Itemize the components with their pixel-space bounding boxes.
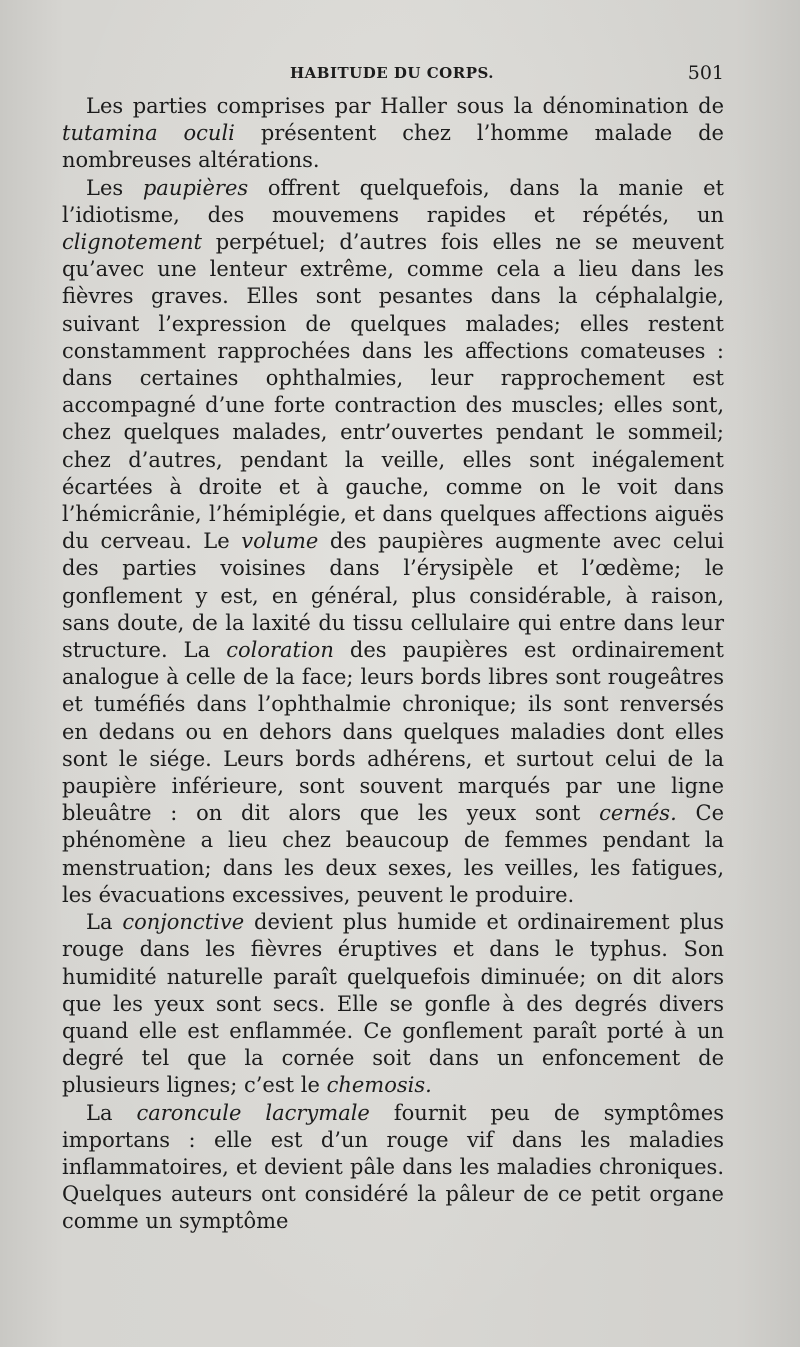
italic-term: tutamina oculi	[62, 121, 235, 146]
paragraph	[62, 909, 724, 1099]
text-run: La	[86, 910, 123, 935]
italic-term: paupières	[142, 175, 249, 200]
text-run: offrent quelquefois, dans la manie et l’idiotisme, des mouvemens rapides et répétés, un	[62, 175, 724, 227]
italic-term: cernés.	[599, 801, 677, 826]
italic-term: caroncule lacrymale	[136, 1100, 370, 1125]
text-run: perpétuel; d’autres fois elles ne se meuvent qu’avec une lenteur extrême, comme cela a lieu dans les fièvres graves. Elles sont pesantes dans la céphalalgie, suivant l’expression de quelques malades; elles restent constamment rapprochées dans les affections comateuses : dans certaines ophthalmies, leur rapprochement est accompagné d’une forte contraction des muscles; elles sont, chez quelques malades, entr’ouvertes pendant le sommeil; chez d’autres, pendant la veille, elles sont inégalement écartées à droite et à gauche, comme on le voit dans l’hémicrânie, l’hémiplégie, et dans quelques affections aiguës du cerveau. Le	[62, 230, 724, 554]
paragraph	[62, 1100, 724, 1236]
italic-term: clignotement	[62, 230, 202, 255]
text-run: des paupières est ordinairement analogue à celle de la face; leurs bords libres sont rougeâtres et tuméfiés dans l’ophthalmie chronique; ils sont renversés en dedans ou en dehors dans quelques maladies dont elles sont le siége. Leurs bords adhérens, et surtout celui de la paupière inférieure, sont souvent marqués par une ligne bleuâtre : on dit alors que les yeux sont	[62, 638, 725, 826]
italic-term: coloration	[226, 638, 334, 663]
italic-term: volume	[241, 529, 319, 554]
text-run: devient plus humide et ordinairement plus rouge dans les fièvres éruptives et dans le typhus. Son humidité naturelle paraît quelquefois diminuée; on dit alors que les yeux sont secs. Elle se gonfle à des degrés divers quand elle est enflammée. Ce gonflement paraît porté à un degré tel que la cornée soit dans un enfoncement de plusieurs lignes; c’est le	[62, 910, 724, 1098]
italic-term: conjonctive	[122, 910, 245, 935]
text-run: Les	[86, 175, 143, 200]
italic-term: chemosis.	[326, 1073, 432, 1098]
text-run: La	[86, 1100, 137, 1125]
paragraph	[62, 175, 724, 909]
text-run: fournit peu de symptômes importans : elle est d’un rouge vif dans les maladies inflammatoires, et devient pâle dans les maladies chroniques. Quelques auteurs ont considéré la pâleur de ce petit organe comme un symptôme	[62, 1100, 724, 1234]
text-run: présentent chez l’homme malade de nombreuses altérations.	[62, 121, 724, 173]
text-run: des paupières augmente avec celui des parties voisines dans l’érysipèle et l’œdème; le gonflement y est, en général, plus considérable, à raison, sans doute, de la laxité du tissu cellulaire qui entre dans leur structure. La	[62, 529, 725, 663]
body-text	[62, 93, 724, 1236]
page-header	[60, 62, 724, 88]
text-run: Ce phénomène a lieu chez beaucoup de femmes pendant la menstruation; dans les deux sexes, les veilles, les fatigues, les évacuations excessives, peuvent le produire.	[62, 801, 725, 907]
page-number: 501	[687, 62, 724, 84]
running-head: HABITUDE DU CORPS.	[290, 64, 494, 82]
paragraph	[62, 93, 724, 175]
text-run: Les parties comprises par Haller sous la dénomination de	[86, 94, 724, 118]
